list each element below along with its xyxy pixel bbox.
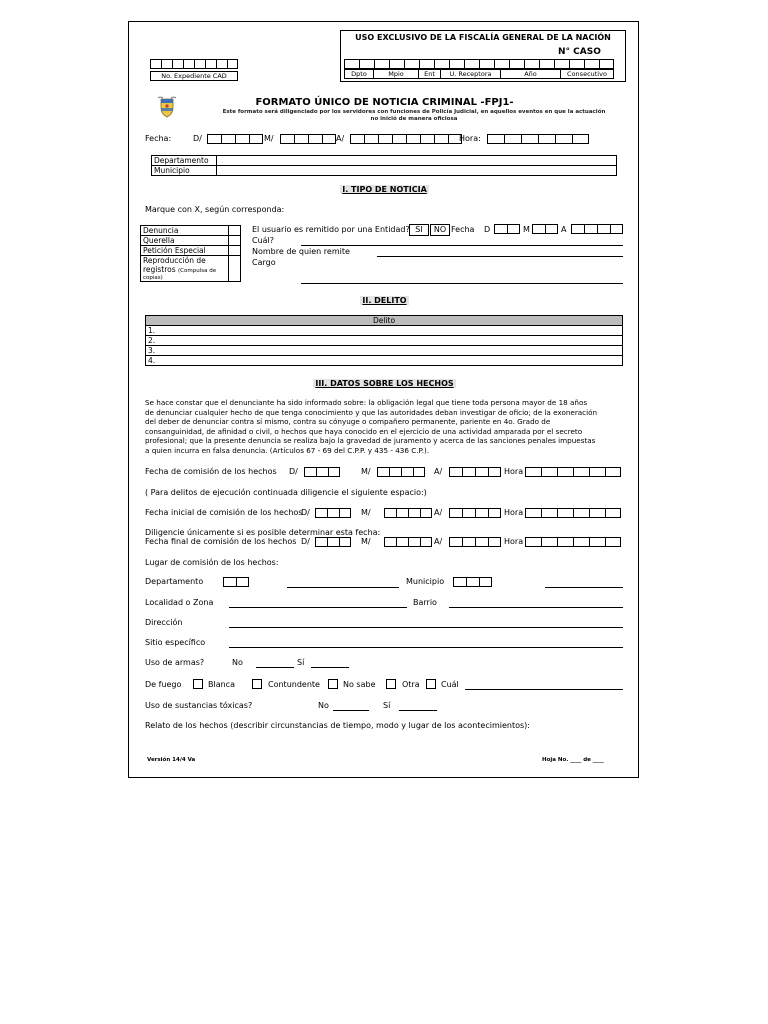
fecha-a-label: A/ bbox=[336, 134, 345, 143]
section1-instruction: Marque con X, según corresponda: bbox=[145, 205, 285, 214]
no-sabe-checkbox[interactable] bbox=[328, 679, 338, 689]
lugar-departamento-boxes[interactable] bbox=[223, 577, 249, 587]
fecha-inicial-label: Fecha inicial de comisión de los hechos bbox=[145, 508, 303, 517]
comision-hora-label: Hora bbox=[504, 467, 524, 476]
armas-no-label: No bbox=[232, 658, 243, 667]
toxicas-no-label: No bbox=[318, 701, 329, 710]
blanca-label: Blanca bbox=[208, 680, 235, 689]
comision-m-label: M/ bbox=[361, 467, 371, 476]
inicial-a-boxes[interactable] bbox=[449, 508, 501, 518]
notice-type-reproduccion: Reproducción de registros (Compulsa de copias) bbox=[141, 256, 229, 282]
nombre-remite-label: Nombre de quien remite bbox=[252, 247, 350, 256]
fecha-label: Fecha: bbox=[145, 134, 172, 143]
sitio-field[interactable] bbox=[229, 647, 623, 648]
cual-field[interactable] bbox=[301, 245, 623, 246]
relato-label: Relato de los hechos (describir circunstancias de tiempo, modo y lugar de los acontecimientos): bbox=[145, 721, 530, 730]
entity-fecha-label: Fecha bbox=[451, 225, 475, 234]
municipio-label: Municipio bbox=[152, 166, 217, 176]
notice-type-checkbox[interactable] bbox=[229, 226, 241, 236]
armas-si-field[interactable] bbox=[311, 667, 349, 668]
cual-checkbox[interactable] bbox=[426, 679, 436, 689]
fecha-a-boxes[interactable] bbox=[350, 134, 462, 144]
entity-a-label: A bbox=[561, 225, 567, 234]
entity-a-boxes[interactable] bbox=[571, 224, 623, 234]
section1-title: I. TIPO DE NOTICIA bbox=[342, 185, 427, 194]
notice-type-checkbox[interactable] bbox=[229, 246, 241, 256]
version-label: Versión 14/4 Va bbox=[147, 757, 196, 763]
toxicas-no-field[interactable] bbox=[333, 710, 369, 711]
fiscalia-header-box bbox=[340, 30, 626, 82]
page-counter: Hoja No. ____ de ____ bbox=[542, 757, 604, 763]
contundente-label: Contundente bbox=[268, 680, 320, 689]
entity-question: El usuario es remitido por una Entidad? bbox=[252, 225, 410, 234]
lugar-label: Lugar de comisión de los hechos: bbox=[145, 558, 279, 567]
fecha-d-label: D/ bbox=[193, 134, 202, 143]
blanca-checkbox[interactable] bbox=[193, 679, 203, 689]
comision-m-boxes[interactable] bbox=[377, 467, 425, 477]
fecha-m-boxes[interactable] bbox=[280, 134, 336, 144]
entity-si-option[interactable]: SI bbox=[409, 224, 429, 236]
lugar-departamento-label: Departamento bbox=[145, 577, 204, 586]
case-field-ano: Año bbox=[501, 69, 561, 79]
inicial-d-label: D/ bbox=[301, 508, 310, 517]
final-m-label: M/ bbox=[361, 537, 371, 546]
fecha-final-label: Fecha final de comisión de los hechos bbox=[145, 537, 297, 546]
final-a-boxes[interactable] bbox=[449, 537, 501, 547]
case-number-boxes[interactable] bbox=[344, 59, 614, 69]
diligencie-note: Diligencie únicamente si es posible determinar esta fecha: bbox=[145, 528, 381, 537]
delito-row[interactable]: 2. bbox=[146, 336, 623, 346]
inicial-m-label: M/ bbox=[361, 508, 371, 517]
case-field-consecutivo: Consecutivo bbox=[561, 69, 614, 79]
hora-label: Hora: bbox=[459, 134, 481, 143]
barrio-field[interactable] bbox=[449, 607, 623, 608]
toxicas-si-label: Sí bbox=[383, 701, 391, 710]
form-subtitle-2: no inició de manera oficiosa bbox=[370, 116, 458, 122]
uso-armas-label: Uso de armas? bbox=[145, 658, 205, 667]
hora-boxes[interactable] bbox=[487, 134, 589, 144]
notice-type-denuncia: Denuncia bbox=[141, 226, 229, 236]
comision-d-boxes[interactable] bbox=[304, 467, 340, 477]
nombre-remite-field[interactable] bbox=[377, 256, 623, 257]
cad-number-boxes[interactable] bbox=[150, 59, 238, 69]
entity-m-boxes[interactable] bbox=[532, 224, 558, 234]
final-hora-label: Hora bbox=[504, 537, 524, 546]
inicial-a-label: A/ bbox=[434, 508, 443, 517]
form-sheet bbox=[128, 21, 639, 778]
delito-row[interactable]: 4. bbox=[146, 356, 623, 366]
lugar-municipio-label: Municipio bbox=[406, 577, 445, 586]
form-title: FORMATO ÚNICO DE NOTICIA CRIMINAL -FPJ1- bbox=[255, 97, 514, 108]
comision-a-label: A/ bbox=[434, 467, 443, 476]
notice-type-row bbox=[141, 256, 241, 282]
lugar-municipio-boxes[interactable] bbox=[453, 577, 492, 587]
inicial-m-boxes[interactable] bbox=[384, 508, 432, 518]
notice-type-checkbox[interactable] bbox=[229, 236, 241, 246]
comision-d-label: D/ bbox=[289, 467, 298, 476]
notice-type-checkbox[interactable] bbox=[229, 256, 241, 282]
de-fuego-label: De fuego bbox=[145, 680, 182, 689]
contundente-checkbox[interactable] bbox=[252, 679, 262, 689]
final-hora-boxes[interactable] bbox=[525, 537, 621, 547]
delito-row[interactable]: 1. bbox=[146, 326, 623, 336]
case-field-ent: Ent bbox=[419, 69, 441, 79]
armas-no-field[interactable] bbox=[256, 667, 294, 668]
cad-label: No. Expediente CAD bbox=[150, 71, 238, 81]
form-subtitle-1: Este formato será diligenciado por los servidores con funciones de Policía Judicial, en aquellos eventos en que la actuación bbox=[222, 109, 606, 115]
cargo-field[interactable] bbox=[301, 283, 623, 284]
fecha-comision-label: Fecha de comisión de los hechos bbox=[145, 467, 277, 476]
direccion-label: Dirección bbox=[145, 618, 183, 627]
notice-type-row bbox=[141, 226, 241, 236]
case-field-u-receptora: U. Receptora bbox=[441, 69, 501, 79]
notice-type-querella: Querella bbox=[141, 236, 229, 246]
otra-label: Otra bbox=[402, 680, 420, 689]
delito-header: Delito bbox=[146, 316, 623, 326]
continuada-note: ( Para delitos de ejecución continuada diligencie el siguiente espacio:) bbox=[145, 488, 427, 497]
final-a-label: A/ bbox=[434, 537, 443, 546]
exclusive-use-label: USO EXCLUSIVO DE LA FISCALÍA GENERAL DE LA NACIÓN bbox=[355, 33, 611, 42]
cual-arma-label: Cuál bbox=[441, 680, 459, 689]
notice-type-peticion: Petición Especial bbox=[141, 246, 229, 256]
delito-row[interactable]: 3. bbox=[146, 346, 623, 356]
final-d-label: D/ bbox=[301, 537, 310, 546]
localidad-label: Localidad o Zona bbox=[145, 598, 214, 607]
notice-type-row bbox=[141, 236, 241, 246]
entity-d-boxes[interactable] bbox=[494, 224, 520, 234]
sitio-label: Sitio específico bbox=[145, 638, 206, 647]
cargo-label: Cargo bbox=[252, 258, 276, 267]
localidad-field[interactable] bbox=[229, 607, 407, 608]
barrio-label: Barrio bbox=[413, 598, 437, 607]
direccion-field[interactable] bbox=[229, 627, 623, 628]
comision-hora-boxes[interactable] bbox=[525, 467, 621, 477]
location-table bbox=[151, 155, 617, 176]
departamento-label: Departamento bbox=[152, 156, 217, 166]
inicial-hora-label: Hora bbox=[504, 508, 524, 517]
lugar-municipio-field[interactable] bbox=[545, 587, 623, 588]
comision-a-boxes[interactable] bbox=[449, 467, 501, 477]
municipio-field[interactable] bbox=[217, 166, 617, 176]
cual-arma-field[interactable] bbox=[465, 689, 623, 690]
fecha-m-label: M/ bbox=[264, 134, 274, 143]
final-d-boxes[interactable] bbox=[315, 537, 351, 547]
case-field-mpio: Mpio bbox=[374, 69, 419, 79]
entity-d-label: D bbox=[484, 225, 491, 234]
section2-title: II. DELITO bbox=[362, 296, 407, 305]
toxicas-label: Uso de sustancias tóxicas? bbox=[145, 701, 253, 710]
lugar-departamento-field[interactable] bbox=[287, 587, 399, 588]
armas-si-label: Sí bbox=[297, 658, 305, 667]
departamento-field[interactable] bbox=[217, 156, 617, 166]
delito-table bbox=[145, 315, 623, 366]
cual-label: Cuál? bbox=[252, 236, 275, 245]
notice-type-row bbox=[141, 246, 241, 256]
case-number-label: N° CASO bbox=[558, 47, 601, 57]
fecha-d-boxes[interactable] bbox=[207, 134, 263, 144]
entity-m-label: M bbox=[523, 225, 530, 234]
toxicas-si-field[interactable] bbox=[399, 710, 437, 711]
entity-no-option[interactable]: NO bbox=[430, 224, 450, 236]
legal-notice-paragraph: Se hace constar que el denunciante ha sido informado sobre: la obligación legal que tiene toda persona mayor de 18 años de denunciar cualquier hecho de que tenga conocimiento y que las autoridades deban investigar de oficio; de la exoneración del deber de denunciar contra sí mismo, contra su cónyuge o compañero permanente, pariente en 4o. Grado de consanguinidad, de afinidad o civil, o hechos que haya conocido en el ejercicio de una actividad amparada por el secreto profesional; que la presente denuncia se realiza bajo la gravedad de juramento y acerca de las sanciones penales impuestas a quien incurra en falsa denuncia. (Artículos 67 - 69 del C.P.P. y 435 - 436 C.P.). bbox=[145, 398, 598, 455]
inicial-hora-boxes[interactable] bbox=[525, 508, 621, 518]
otra-checkbox[interactable] bbox=[386, 679, 396, 689]
inicial-d-boxes[interactable] bbox=[315, 508, 351, 518]
final-m-boxes[interactable] bbox=[384, 537, 432, 547]
no-sabe-label: No sabe bbox=[343, 680, 376, 689]
notice-type-table bbox=[140, 225, 241, 282]
case-field-labels bbox=[344, 69, 614, 79]
case-field-dpto: Dpto bbox=[344, 69, 374, 79]
section3-title: III. DATOS SOBRE LOS HECHOS bbox=[315, 379, 454, 388]
